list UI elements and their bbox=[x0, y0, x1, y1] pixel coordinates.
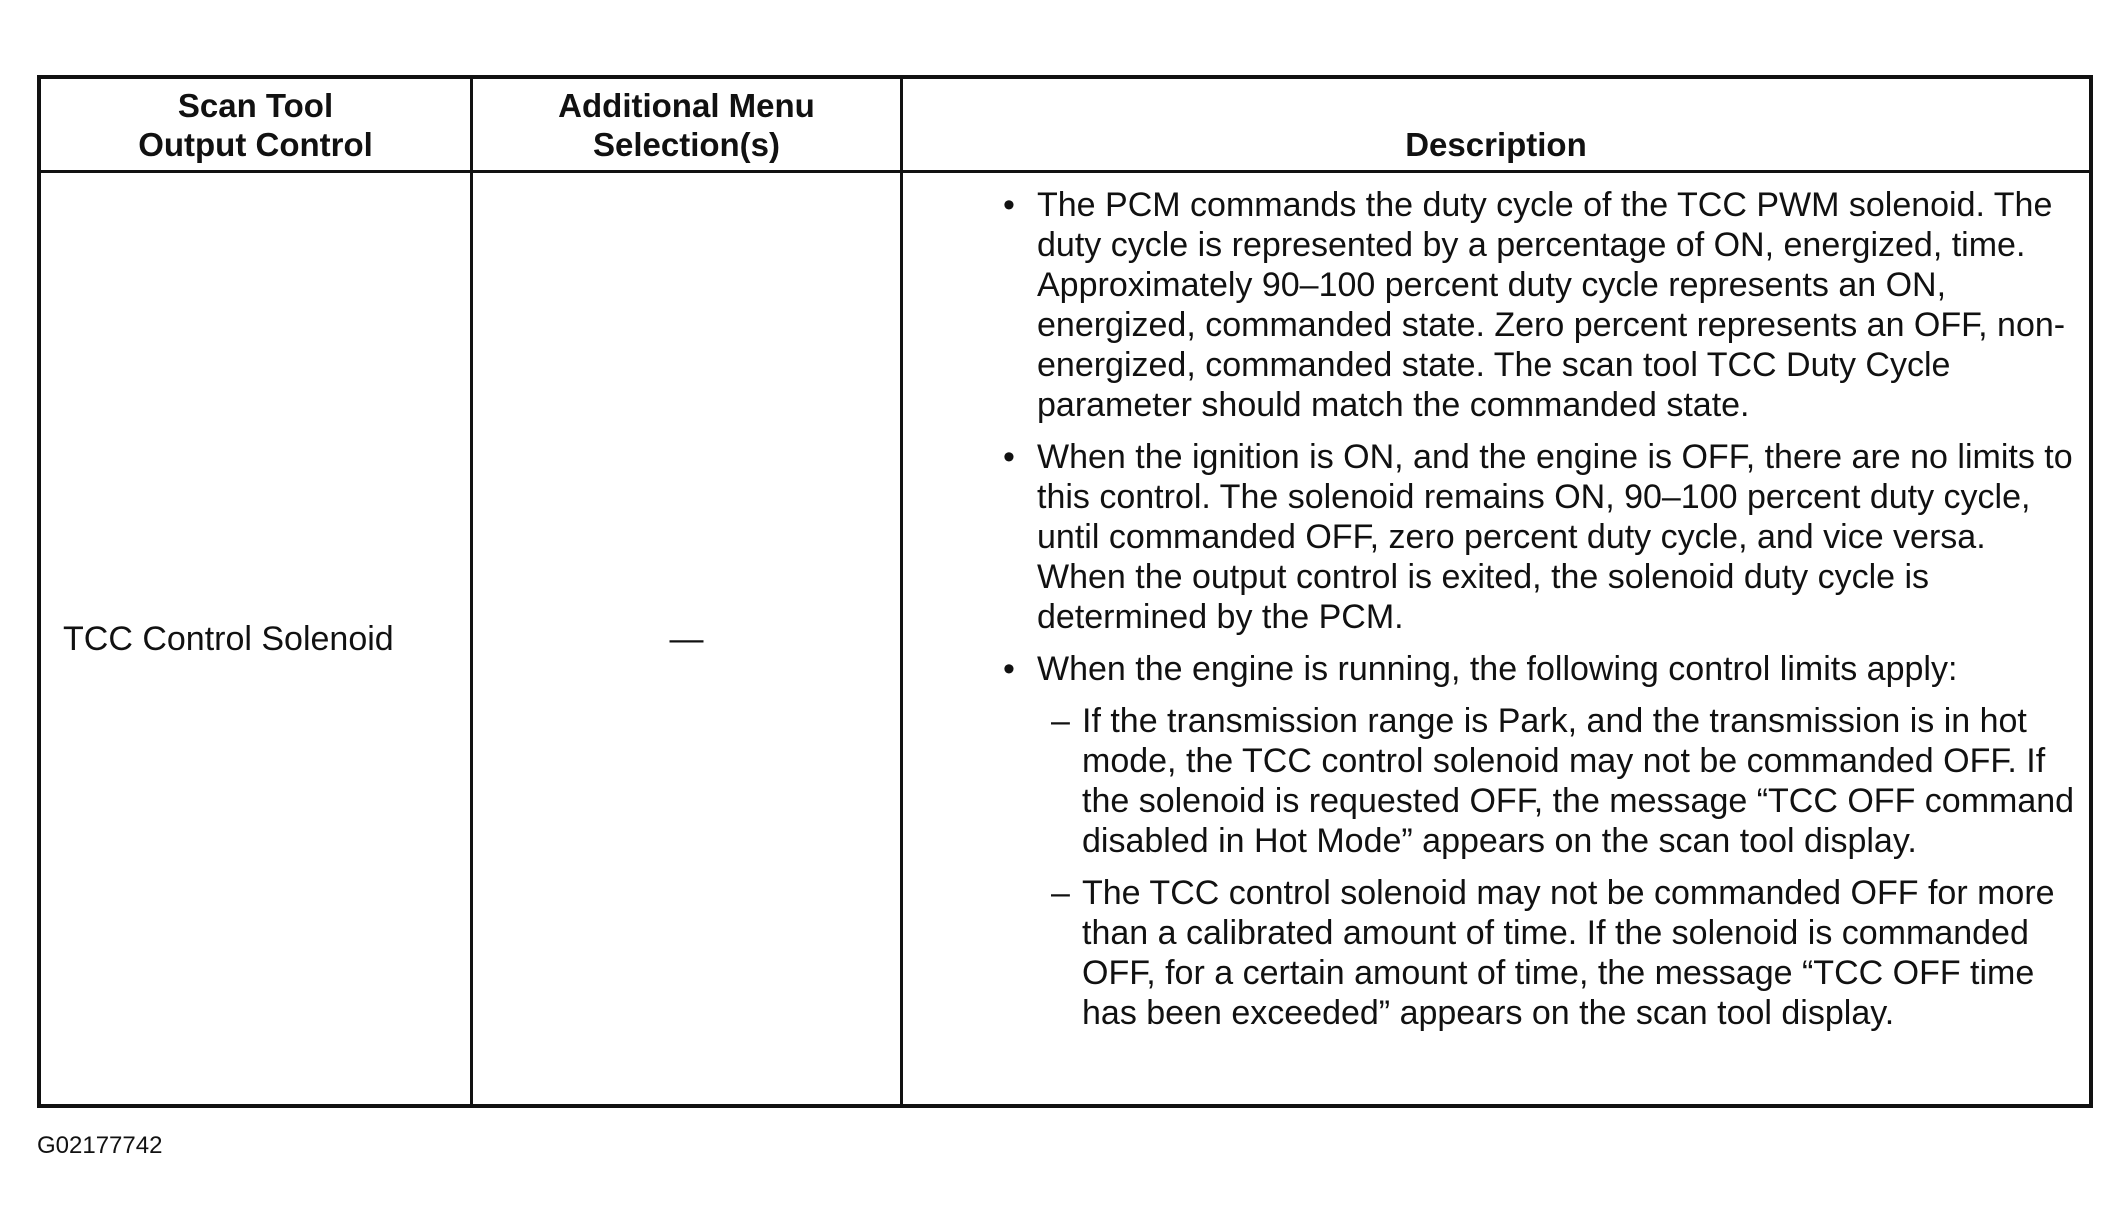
description-bullet bbox=[903, 649, 2079, 689]
header-line: Additional Menu bbox=[558, 86, 815, 124]
description-sub-item bbox=[903, 873, 2079, 1033]
description-sub-item bbox=[903, 701, 2079, 861]
menu-selection-value: — bbox=[669, 619, 704, 658]
bullet-text: When the ignition is ON, and the engine is OFF, there are no limits to this control. The solenoid remains ON, 90–100 percent duty cycle, until commanded OFF, zero percent duty cycle, and vice versa. When the output control is exited, the solenoid duty cycle is determined by the PCM. bbox=[1037, 438, 2073, 636]
bullet-marker: • bbox=[1003, 438, 1015, 476]
dash-marker: – bbox=[1051, 874, 1070, 912]
bullet-text: The PCM commands the duty cycle of the TCC PWM solenoid. The duty cycle is represented by a percentage of ON, energized, time. Approximately 90–100 percent duty cycle represents an ON, energized, commanded state. Zero percent represents an OFF, non-energized, commanded state. The scan tool TCC Duty Cycle parameter should match the commanded state. bbox=[1037, 186, 2066, 424]
sub-item-text: If the transmission range is Park, and the transmission is in hot mode, the TCC control solenoid may not be commanded OFF. If the solenoid is requested OFF, the message “TCC OFF command disabled in Hot Mode” appears on the scan tool display. bbox=[1082, 702, 2075, 860]
description-bullet bbox=[903, 185, 2079, 425]
header-line: Scan Tool bbox=[177, 86, 334, 124]
sub-item-text: The TCC control solenoid may not be commanded OFF for more than a calibrated amount of time. If the solenoid is commanded OFF, for a certain amount of time, the message “TCC OFF time has been exceeded” appears on the scan tool display. bbox=[1082, 874, 2055, 1032]
header-additional-menu-selections bbox=[473, 79, 900, 170]
header-scan-tool-output-control bbox=[41, 79, 470, 170]
output-control-name: TCC Control Solenoid bbox=[63, 619, 394, 658]
cell-output-control bbox=[63, 173, 468, 1104]
bullet-marker: • bbox=[1003, 186, 1015, 224]
header-line: Output Control bbox=[138, 125, 373, 163]
output-control-table bbox=[37, 75, 2093, 1108]
header-line: Selection(s) bbox=[592, 125, 781, 163]
description-bullet bbox=[903, 437, 2079, 637]
cell-description bbox=[903, 173, 2089, 1104]
header-description bbox=[903, 79, 2089, 170]
cell-menu-selection bbox=[473, 173, 900, 1104]
dash-marker: – bbox=[1051, 702, 1070, 740]
bullet-marker: • bbox=[1003, 650, 1015, 688]
header-line: Description bbox=[1405, 126, 1587, 163]
bullet-text: When the engine is running, the following control limits apply: bbox=[1037, 650, 1958, 688]
figure-id: G02177742 bbox=[37, 1132, 163, 1159]
